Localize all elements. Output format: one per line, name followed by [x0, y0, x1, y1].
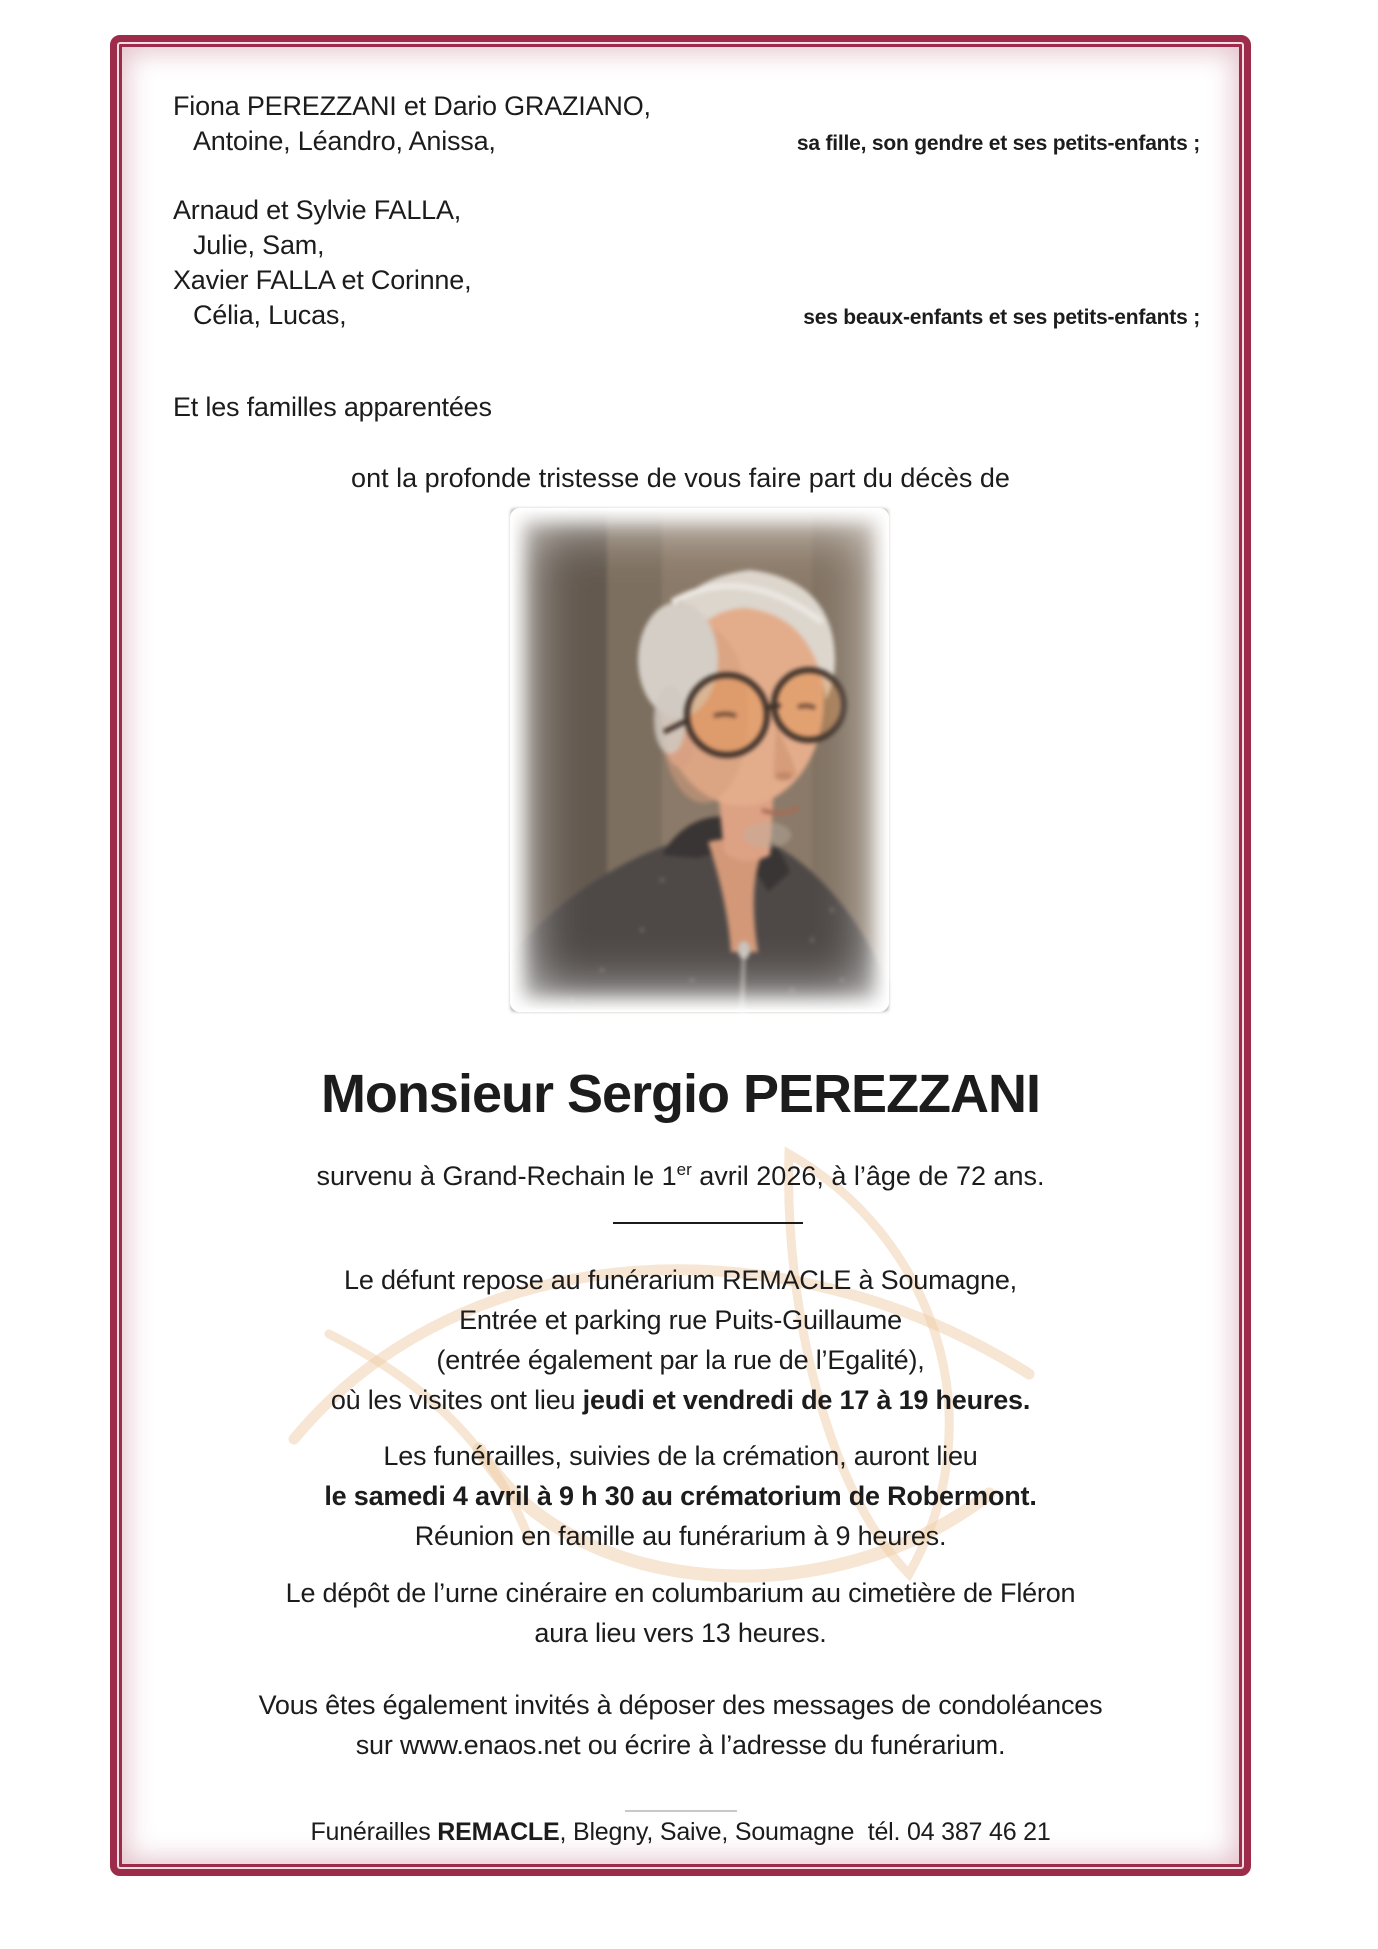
ordinal-superscript: er — [676, 1160, 692, 1179]
detail-line: où les visites ont lieu — [330, 1385, 583, 1415]
related-families-line: Et les familles apparentées — [173, 392, 492, 422]
death-details — [124, 1152, 1237, 1194]
death-details-prefix: survenu à Grand-Rechain le 1 — [316, 1161, 677, 1191]
detail-line: Les funérailles, suivies de la crémation, auront lieu — [383, 1441, 978, 1471]
death-details-suffix: avril 2026, à l’âge de 72 ans. — [691, 1161, 1045, 1191]
family-announcement — [173, 89, 1200, 425]
detail-line: (entrée également par la rue de l’Egalité), — [436, 1345, 925, 1375]
family-line: Antoine, Léandro, Anissa, — [193, 126, 496, 156]
family-line: Célia, Lucas, — [193, 300, 347, 330]
photo-edge-fade — [510, 508, 889, 1012]
detail-line: Vous êtes également invités à déposer des messages de condoléances — [258, 1690, 1103, 1720]
announcement-sentence: ont la profonde tristesse de vous faire part du décès de — [351, 463, 1010, 493]
detail-paragraph-urn — [144, 1573, 1217, 1653]
detail-paragraph-ceremony — [144, 1436, 1217, 1556]
family-line: Fiona PEREZZANI et Dario GRAZIANO, — [173, 91, 651, 121]
footer-prefix: Funérailles — [310, 1818, 438, 1846]
detail-paragraph-repose — [144, 1260, 1217, 1420]
funeral-details — [144, 1260, 1217, 1849]
detail-line: Réunion en famille au funérarium à 9 heures. — [414, 1521, 947, 1551]
family-row — [173, 298, 1200, 335]
footer-suffix: , Blegny, Saive, Soumagne tél. 04 387 46 21 — [559, 1818, 1051, 1846]
footer-line — [144, 1815, 1217, 1849]
detail-line: Le défunt repose au funérarium REMACLE à Soumagne, — [344, 1265, 1017, 1295]
detail-paragraph-condolences — [144, 1685, 1217, 1765]
portrait-photo — [512, 510, 887, 1010]
visit-hours: jeudi et vendredi de 17 à 19 heures. — [582, 1385, 1031, 1415]
deceased-name: Monsieur Sergio PEREZZANI — [320, 1064, 1041, 1124]
page-frame — [110, 35, 1251, 1876]
relation-label: ses beaux-enfants et ses petits-enfants ; — [803, 306, 1200, 329]
detail-line: aura lieu vers 13 heures. — [534, 1618, 827, 1648]
relation-label: sa fille, son gendre et ses petits-enfants ; — [796, 132, 1200, 155]
detail-line: Le dépôt de l’urne cinéraire en columbarium au cimetière de Fléron — [285, 1578, 1076, 1608]
footer-divider — [625, 1810, 737, 1812]
family-row — [173, 124, 1200, 161]
family-line: Arnaud et Sylvie FALLA, — [173, 195, 462, 225]
ceremony-datetime: le samedi 4 avril à 9 h 30 au crématorium de Robermont. — [324, 1481, 1037, 1511]
detail-line: sur www.enaos.net ou écrire à l’adresse du funérarium. — [355, 1730, 1006, 1760]
title-divider — [613, 1222, 803, 1224]
family-line: Xavier FALLA et Corinne, — [173, 265, 472, 295]
funeral-home-brand: REMACLE — [437, 1818, 560, 1846]
family-line: Julie, Sam, — [193, 230, 325, 260]
detail-line: Entrée et parking rue Puits-Guillaume — [459, 1305, 902, 1335]
page-content — [124, 49, 1237, 1862]
